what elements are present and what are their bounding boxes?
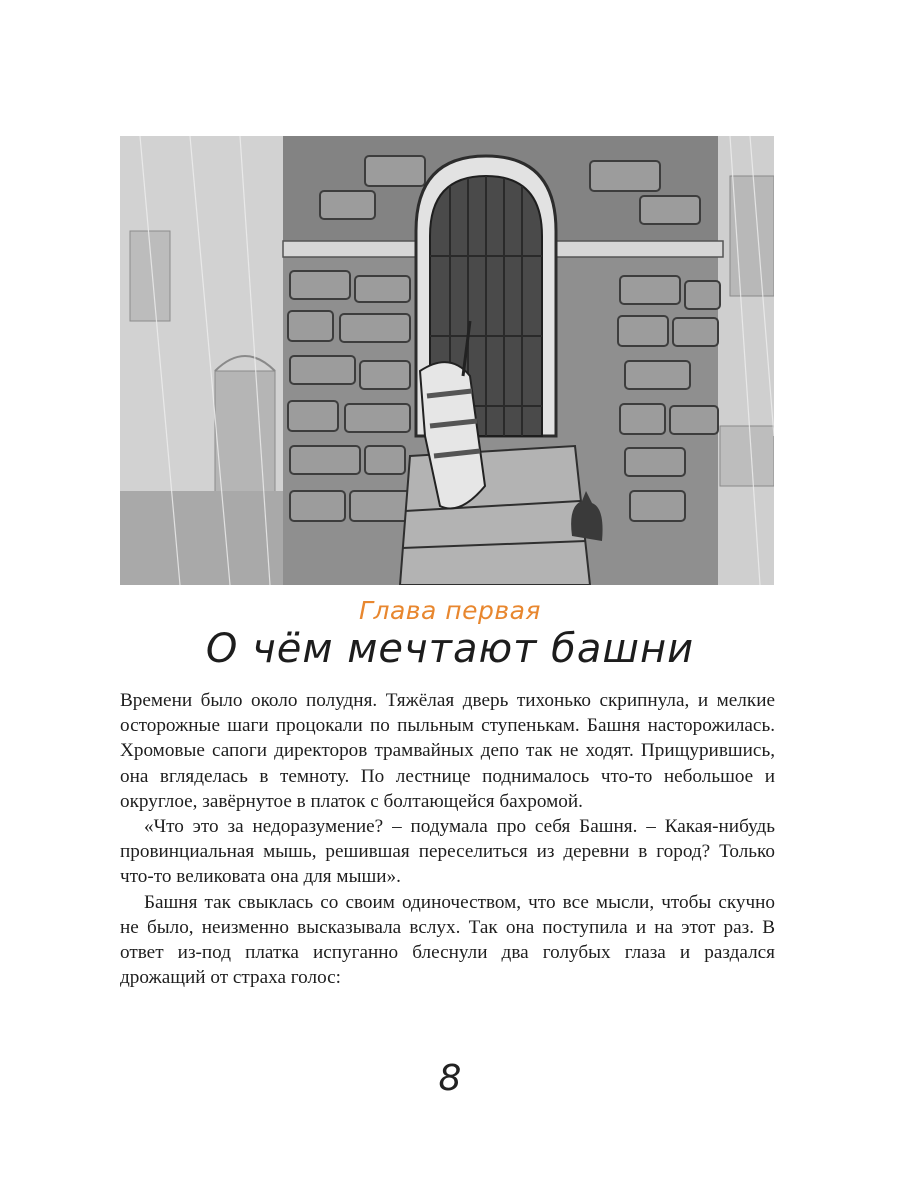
chapter-illustration <box>120 136 774 585</box>
paragraph: Башня так свыклась со своим одиночеством, что все мысли, чтобы скучно не было, неизменно высказывала вслух. Так она поступила и на этот раз. В ответ из-под платка испуганно блеснули два голубых глаза и раздался дрожащий от страха голос: <box>120 891 775 989</box>
paragraph: «Что это за недоразумение? – подумала про себя Башня. – Какая-нибудь провинциальная мышь, решившая переселиться из деревни в город? Только что-то великовата она для мыши». <box>120 816 775 888</box>
chapter-title: О чём мечтают башни <box>205 626 695 672</box>
chapter-label: Глава первая <box>359 596 541 625</box>
body-text <box>120 688 775 990</box>
page-number: 8 <box>438 1058 462 1099</box>
paragraph: Времени было около полудня. Тяжёлая дверь тихонько скрипнула, и мелкие осторожные шаги процокали по пыльным ступенькам. Башня насторожилась. Хромовые сапоги директоров трамвайных депо так не ходят. Прищурившись, она вгляделась в темноту. По лестнице поднималось что-то небольшое и округлое, завёрнутое в платок с болтающейся бахромой. <box>120 690 775 812</box>
